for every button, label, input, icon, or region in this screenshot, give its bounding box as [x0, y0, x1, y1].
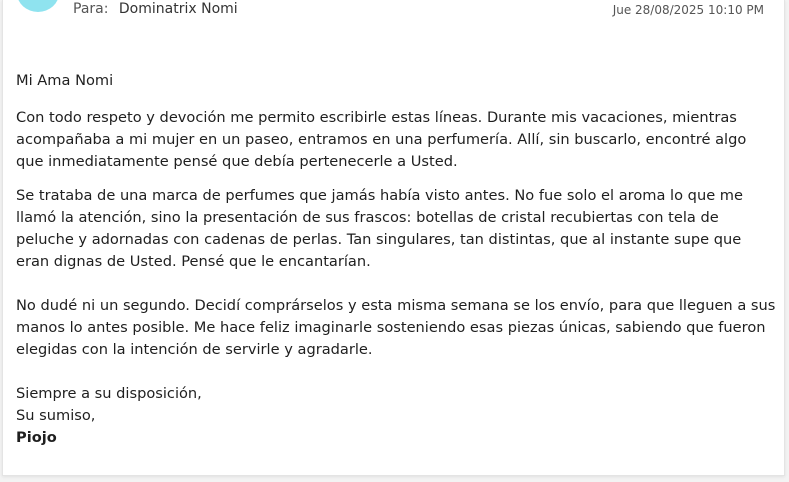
closing-line-1: Siempre a su disposición, — [16, 385, 202, 402]
email-paragraph-3: No dudé ni un segundo. Decidí comprárselos y esta misma semana se los envío, para que lleguen a sus manos lo antes posible. Me hace feliz imaginarle sosteniendo esas piezas únicas, sabiendo que fueron elegidas con la intención de servirle y agradarle. — [16, 297, 776, 358]
email-signature: Piojo — [16, 429, 57, 446]
recipient-name[interactable]: Dominatrix Nomi — [118, 1, 238, 17]
closing-line-2: Su sumiso, — [16, 407, 96, 424]
recipient-line — [73, 1, 238, 17]
email-timestamp: Jue 28/08/2025 10:10 PM — [612, 3, 764, 17]
email-reading-pane — [2, 0, 785, 476]
email-signoff — [16, 383, 778, 449]
to-label: Para: — [73, 1, 109, 17]
email-greeting: Mi Ama Nomi — [16, 72, 114, 89]
sender-avatar[interactable] — [17, 0, 59, 12]
email-paragraph-1: Con todo respeto y devoción me permito escribirle estas líneas. Durante mis vacaciones, mientras acompañaba a mi mujer en un paseo, entramos en una perfumería. Allí, sin buscarlo, encontré algo que inmediatamente pensé que debía pertenecerle a Usted. — [16, 109, 747, 170]
email-paragraph-2: Se trataba de una marca de perfumes que jamás había visto antes. No fue solo el aroma lo que me llamó la atención, sino la presentación de sus frascos: botellas de cristal recubiertas con tela de peluche y adornadas con cadenas de perlas. Tan singulares, tan distintas, que al instante supe que eran dignas de Usted. Pensé que le encantarían. — [16, 187, 744, 270]
email-body — [16, 70, 778, 449]
